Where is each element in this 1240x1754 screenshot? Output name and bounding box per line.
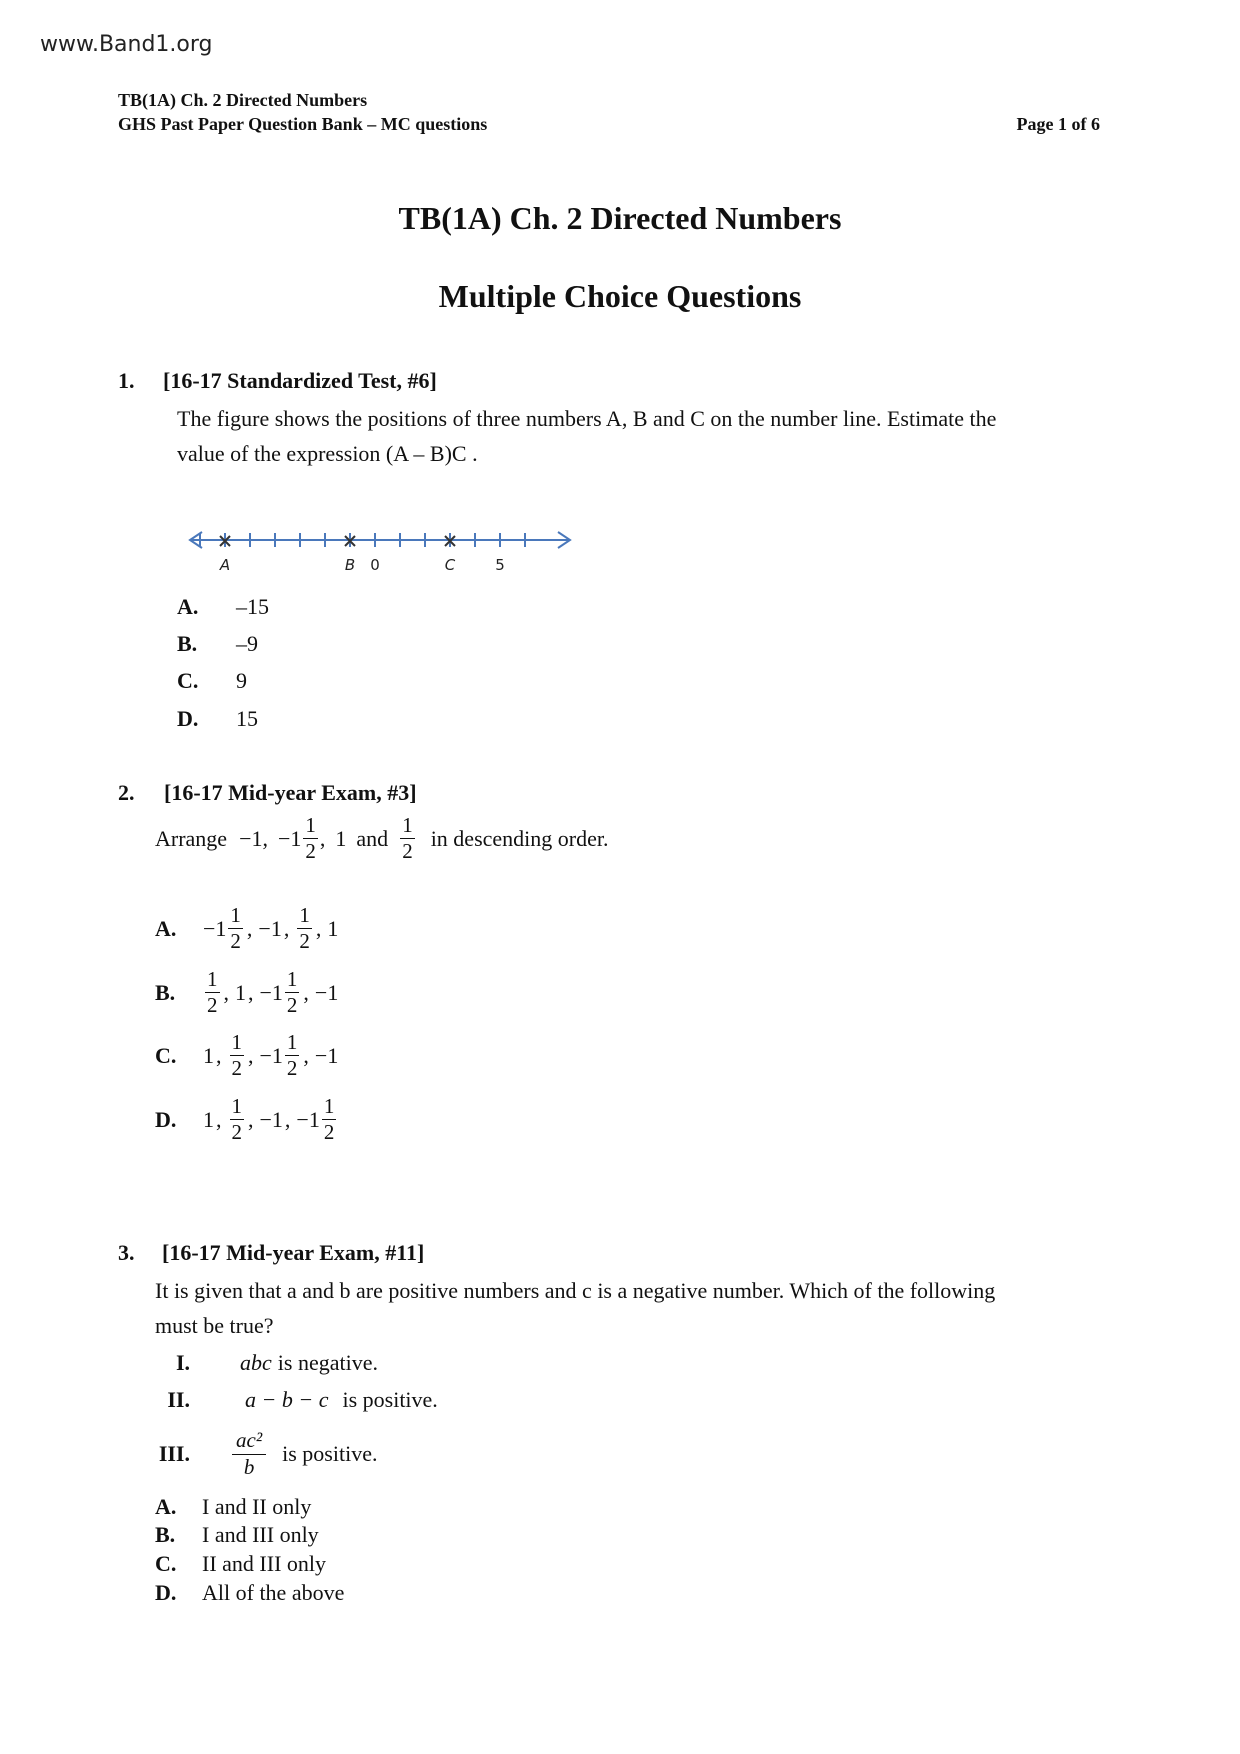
q1-number: 1.: [118, 368, 135, 393]
q3-option-c[interactable]: C. II and III only: [155, 1551, 327, 1576]
q3-option-b[interactable]: B. I and III only: [155, 1522, 319, 1547]
header-chapter: TB(1A) Ch. 2 Directed Numbers: [118, 90, 368, 110]
q2-option-d[interactable]: D. 1 , $\frac{1}{2}$ , −1 , −1 $\frac{1}{2}$: [155, 1094, 335, 1144]
q2-option-b[interactable]: B. $\frac{1}{2}$ , 1 , −1 $\frac{1}{2}$ , −1: [155, 967, 339, 1017]
q1-option-a[interactable]: [177, 594, 269, 620]
option-value: –15: [236, 594, 269, 619]
page-title: TB(1A) Ch. 2 Directed Numbers: [398, 200, 842, 236]
option-letter: A.: [177, 594, 199, 619]
label-a: A: [219, 556, 231, 574]
option-letter: D.: [177, 706, 199, 731]
option-value: 9: [236, 668, 247, 693]
q1-text-1: The figure shows the positions of three numbers A, B and C on the number line. Estimate the: [177, 406, 997, 431]
q3-text-1: It is given that a and b are positive numbers and c is a negative number. Which of the following: [155, 1278, 996, 1303]
q2-option-c[interactable]: C. 1 , $\frac{1}{2}$ , −1 $\frac{1}{2}$ , −1: [155, 1030, 339, 1080]
label-b: B: [344, 556, 356, 574]
option-value: 15: [236, 706, 258, 731]
q3-statement-3: III. $\frac{\text{ac²}}{b}$ is positive.: [158, 1428, 378, 1479]
q3-option-d[interactable]: D. All of the above: [155, 1580, 345, 1605]
label-c: C: [444, 556, 456, 574]
number-line: [185, 520, 585, 580]
q2-prompt: Arrange −1, −1 $\frac{1}{2}$ , 1 and $\frac{1}{2}$ in descending order.: [155, 813, 609, 863]
option-letter: B.: [177, 631, 198, 656]
page-number: Page 1 of 6: [1016, 114, 1100, 134]
q2-number: 2.: [118, 780, 135, 805]
label-five: 5: [495, 556, 505, 574]
option-letter: D.: [155, 1106, 177, 1132]
option-letter: C.: [155, 1042, 177, 1068]
q3-statement-2: II. a − b − c is positive.: [167, 1387, 438, 1412]
q3-option-a[interactable]: A. I and II only: [155, 1494, 312, 1519]
q2-option-a[interactable]: A. −1 $\frac{1}{2}$ , −1 , $\frac{1}{2}$ , 1: [155, 903, 339, 953]
site-watermark: www.Band1.org: [40, 32, 213, 57]
label-zero: 0: [370, 556, 380, 574]
q1-option-b[interactable]: [177, 631, 258, 657]
q1-source: [16-17 Standardized Test, #6]: [163, 368, 437, 393]
option-value: –9: [236, 631, 258, 656]
page-subtitle: Multiple Choice Questions: [438, 278, 802, 314]
q1-option-c[interactable]: [177, 668, 247, 694]
header-bank: GHS Past Paper Question Bank – MC questions: [118, 114, 488, 134]
q1-text-2: value of the expression (A – B)C .: [177, 441, 478, 466]
option-letter: A.: [155, 915, 177, 941]
option-letter: C.: [177, 668, 199, 693]
q1-option-d[interactable]: [177, 706, 258, 732]
option-letter: B.: [155, 979, 176, 1005]
q2-source: [16-17 Mid-year Exam, #3]: [164, 780, 417, 805]
q3-source: [16-17 Mid-year Exam, #11]: [162, 1240, 425, 1265]
q3-text-2: must be true?: [155, 1313, 274, 1338]
q3-number: 3.: [118, 1240, 135, 1265]
q3-statement-1: I. abc is negative.: [175, 1350, 378, 1375]
